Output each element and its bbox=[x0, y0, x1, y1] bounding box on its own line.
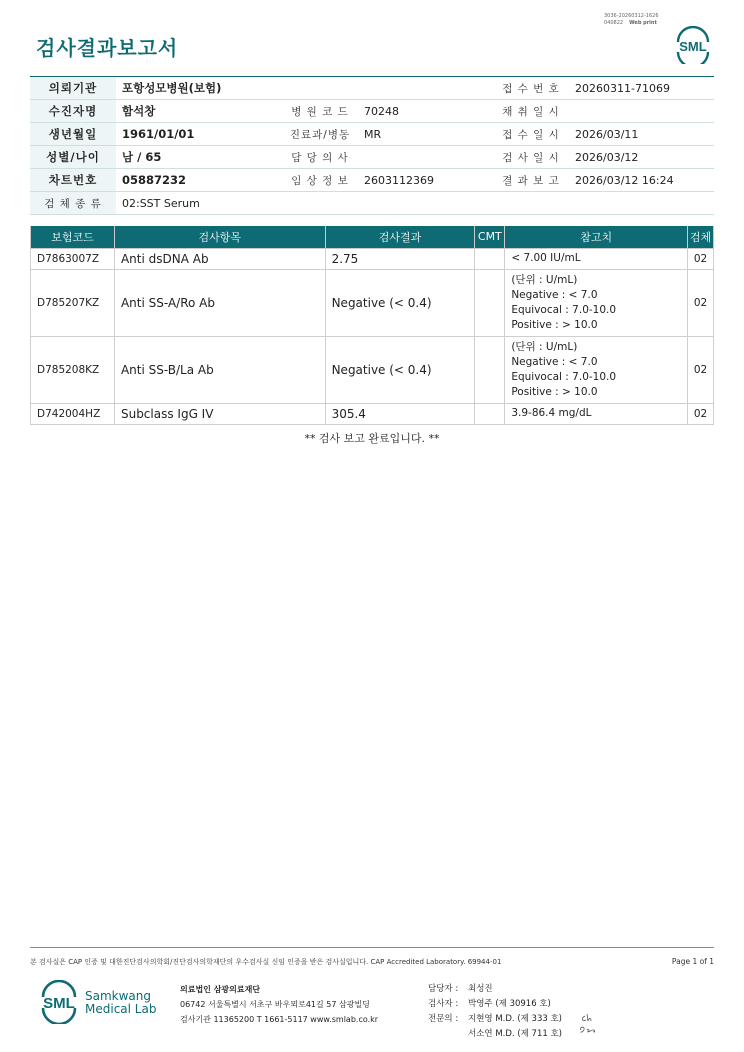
specialist-2: 서소연 M.D. (제 711 호) bbox=[468, 1029, 563, 1039]
test-item: Subclass IgG IV bbox=[114, 403, 325, 424]
info-row bbox=[30, 77, 714, 100]
test-item: Anti SS-A/Ro Ab bbox=[114, 269, 325, 336]
org-address: 06742 서울특별시 서초구 바우뫼로41길 57 삼광빌딩 bbox=[180, 1000, 370, 1009]
page-number: Page 1 of 1 bbox=[671, 957, 714, 966]
requester-label: 의뢰기관 bbox=[30, 77, 116, 100]
reference-range: 3.9-86.4 mg/dL bbox=[505, 403, 688, 424]
signature-icon bbox=[577, 1008, 607, 1038]
manager-label: 담당자 : bbox=[428, 984, 459, 994]
name-value: 함석창 bbox=[116, 100, 282, 123]
report-completion-note: ** 검사 보고 완료입니다. ** bbox=[304, 432, 440, 445]
dept-label: 진료과/병동 bbox=[282, 123, 358, 146]
sml-logo-icon bbox=[672, 26, 714, 64]
reference-range: < 7.00 IU/mL bbox=[505, 248, 688, 269]
clinical-info-label: 임 상 정 보 bbox=[282, 169, 358, 192]
specialist-label: 전문의 : bbox=[428, 1014, 459, 1024]
sex-age-label: 성별/나이 bbox=[30, 146, 116, 169]
test-date-value: 2026/03/12 bbox=[569, 146, 714, 169]
page-title: 검사결과보고서 bbox=[36, 36, 179, 60]
tester-name: 박영주 (제 30916 호) bbox=[468, 999, 551, 1009]
comment bbox=[475, 336, 505, 403]
comment bbox=[475, 403, 505, 424]
comment bbox=[475, 248, 505, 269]
specimen-type-label: 검 체 종 류 bbox=[30, 192, 116, 215]
insurance-code: D785208KZ bbox=[31, 336, 115, 403]
reception-date-label: 접 수 일 시 bbox=[493, 123, 569, 146]
hospital-code-label: 병 원 코 드 bbox=[282, 100, 358, 123]
patient-info-table bbox=[30, 76, 714, 215]
info-row bbox=[30, 192, 714, 215]
organization-info bbox=[180, 982, 378, 1027]
dob-value: 1961/01/01 bbox=[116, 123, 282, 146]
table-row bbox=[31, 336, 714, 403]
specimen-type-value: 02:SST Serum bbox=[116, 192, 714, 215]
reception-no-label: 접 수 번 호 bbox=[493, 77, 569, 100]
info-row bbox=[30, 146, 714, 169]
tester-label: 검사자 : bbox=[428, 999, 459, 1009]
report-date-label: 결 과 보 고 bbox=[493, 169, 569, 192]
results-table bbox=[30, 226, 714, 425]
staff-info bbox=[428, 982, 562, 1042]
specimen-code: 02 bbox=[688, 403, 714, 424]
table-row bbox=[31, 269, 714, 336]
svg-text:SML: SML bbox=[679, 39, 707, 54]
test-result: 2.75 bbox=[325, 248, 475, 269]
name-label: 수진자명 bbox=[30, 100, 116, 123]
reception-date-value: 2026/03/11 bbox=[569, 123, 714, 146]
test-item: Anti dsDNA Ab bbox=[114, 248, 325, 269]
comment bbox=[475, 269, 505, 336]
specialist-1: 지현영 M.D. (제 333 호) bbox=[468, 1014, 563, 1024]
test-result: 305.4 bbox=[325, 403, 475, 424]
test-date-label: 검 사 일 시 bbox=[493, 146, 569, 169]
chart-no-label: 차트번호 bbox=[30, 169, 116, 192]
svg-text:SML: SML bbox=[43, 995, 75, 1012]
document-code: 3036-20260312-1626 040822 Web print bbox=[604, 13, 659, 26]
header-item: 검사항목 bbox=[114, 226, 325, 248]
dob-label: 생년월일 bbox=[30, 123, 116, 146]
hospital-code-value: 70248 bbox=[358, 100, 493, 123]
sml-logo-icon bbox=[36, 980, 82, 1024]
org-contact: 검사기관 11365200 T 1661-5117 www.smlab.co.kr bbox=[180, 1015, 379, 1024]
insurance-code: D7863007Z bbox=[31, 248, 115, 269]
manager-name: 최성진 bbox=[468, 984, 493, 994]
chart-no-value: 05887232 bbox=[116, 169, 282, 192]
info-row bbox=[30, 169, 714, 192]
info-row bbox=[30, 123, 714, 146]
header-cmt: CMT bbox=[475, 226, 505, 248]
certification-note: 본 검사실은 CAP 인증 및 대한진단검사의학회/진단검사의학재단의 우수검사실 신임 인증을 받은 검사실입니다. CAP Accredited Laboratory. 69944-01 bbox=[30, 958, 502, 966]
insurance-code: D785207KZ bbox=[31, 269, 115, 336]
table-row bbox=[31, 403, 714, 424]
doctor-label: 담 당 의 사 bbox=[282, 146, 358, 169]
reception-no-value: 20260311-71069 bbox=[569, 77, 714, 100]
results-header-row bbox=[31, 226, 714, 248]
reference-range: (단위 : U/mL) Negative : < 7.0 Equivocal : 7.0-10.0 Positive : > 10.0 bbox=[505, 336, 688, 403]
sex-age-value: 남 / 65 bbox=[116, 146, 282, 169]
org-name: 의료법인 삼광의료재단 bbox=[180, 985, 261, 994]
header-code: 보험코드 bbox=[31, 226, 115, 248]
info-row bbox=[30, 100, 714, 123]
test-item: Anti SS-B/La Ab bbox=[114, 336, 325, 403]
test-result: Negative (< 0.4) bbox=[325, 269, 475, 336]
header-specimen: 검체 bbox=[688, 226, 714, 248]
specimen-code: 02 bbox=[688, 336, 714, 403]
table-row bbox=[31, 248, 714, 269]
specimen-code: 02 bbox=[688, 269, 714, 336]
reference-range: (단위 : U/mL) Negative : < 7.0 Equivocal : 7.0-10.0 Positive : > 10.0 bbox=[505, 269, 688, 336]
requester-value: 포항성모병원(보험) bbox=[116, 77, 493, 100]
dept-value: MR bbox=[358, 123, 493, 146]
clinical-info-value: 2603112369 bbox=[358, 169, 493, 192]
insurance-code: D742004HZ bbox=[31, 403, 115, 424]
collection-date-label: 채 취 일 시 bbox=[493, 100, 569, 123]
test-result: Negative (< 0.4) bbox=[325, 336, 475, 403]
header-reference: 참고치 bbox=[505, 226, 688, 248]
brand-name: Samkwang Medical Lab bbox=[85, 989, 157, 1016]
header-result: 검사결과 bbox=[325, 226, 475, 248]
collection-date-value bbox=[569, 100, 714, 123]
report-date-value: 2026/03/12 16:24 bbox=[569, 169, 714, 192]
doctor-value bbox=[358, 146, 493, 169]
specimen-code: 02 bbox=[688, 248, 714, 269]
footer-divider bbox=[30, 947, 714, 948]
